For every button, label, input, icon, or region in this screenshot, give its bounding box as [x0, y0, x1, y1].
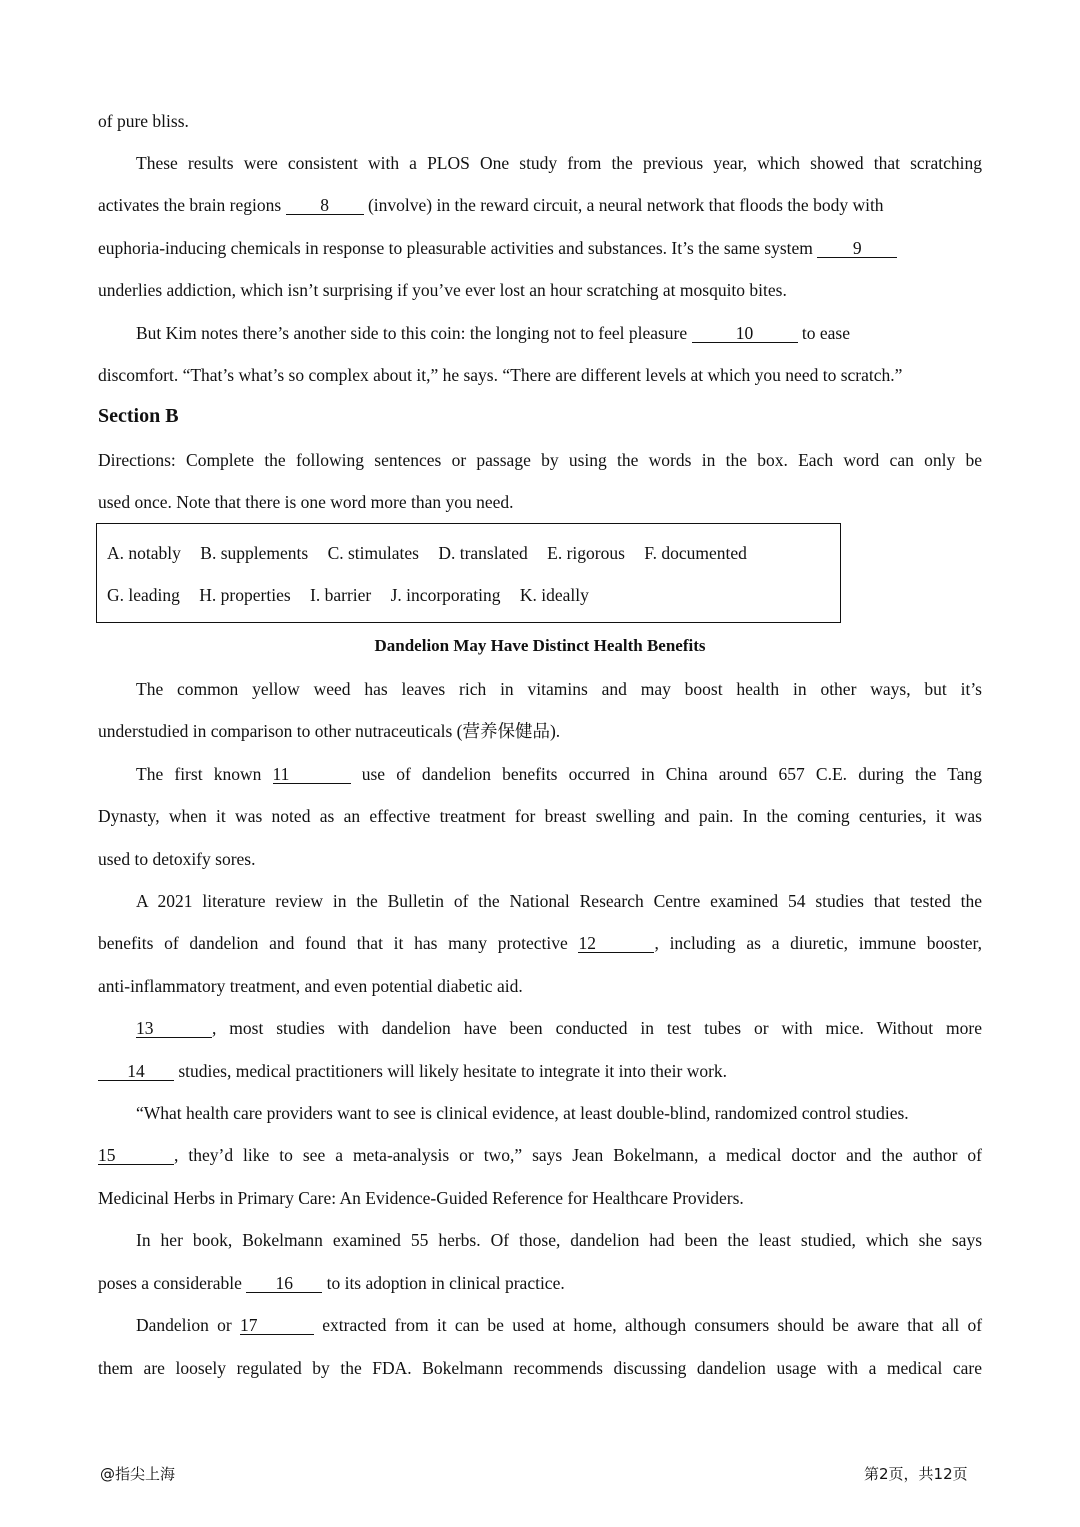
text-line: them are loosely regulated by the FDA. Bokelmann recommends discussing dandelion usage with a medical care: [98, 1358, 982, 1378]
section-heading: Section B: [98, 405, 179, 427]
passage-title: Dandelion May Have Distinct Health Benefits: [374, 636, 706, 655]
answer-blank-14[interactable]: 14: [98, 1062, 174, 1081]
page-number: 第2页，共12页: [864, 1465, 968, 1483]
answer-blank-13[interactable]: 13: [136, 1019, 212, 1038]
text-line: But Kim notes there’s another side to this coin: the longing not to feel pleasure 10 to ease: [136, 323, 850, 343]
word-option: H. properties: [199, 585, 291, 605]
directions-text: used once. Note that there is one word more than you need.: [98, 492, 514, 512]
text-line: used to detoxify sores.: [98, 849, 256, 869]
word-option: B. supplements: [200, 543, 309, 563]
text-line: Dandelion or 17 extracted from it can be used at home, although consumers should be aware that all of: [136, 1315, 983, 1335]
word-option: J. incorporating: [390, 585, 501, 605]
word-box-row: [107, 543, 762, 564]
text-line: Medicinal Herbs in Primary Care: An Evidence-Guided Reference for Healthcare Providers.: [98, 1188, 744, 1208]
word-box-row: [107, 585, 604, 606]
text-line: poses a considerable 16 to its adoption in clinical practice.: [98, 1273, 565, 1293]
text-line: Dynasty, when it was noted as an effective treatment for breast swelling and pain. In the coming centuries, it was: [98, 806, 982, 826]
word-option: D. translated: [438, 543, 528, 563]
word-option: E. rigorous: [547, 543, 625, 563]
word-option: I. barrier: [310, 585, 372, 605]
answer-blank-17[interactable]: 17: [240, 1316, 314, 1335]
text-line: euphoria-inducing chemicals in response to pleasurable activities and substances. It’s the same system 9: [98, 237, 897, 259]
footer-source: @指尖上海: [100, 1465, 176, 1483]
answer-blank-12[interactable]: 12: [578, 934, 654, 953]
text-line: activates the brain regions 8 (involve) in the reward circuit, a neural network that floods the body with: [98, 195, 884, 215]
answer-blank-16[interactable]: 16: [246, 1274, 322, 1293]
directions-text: Directions: Complete the following sentences or passage by using the words in the box. Each word can only be: [98, 450, 982, 470]
word-option: G. leading: [107, 585, 180, 605]
text-line: discomfort. “That’s what’s so complex about it,” he says. “There are different levels at which you need to scratch.”: [98, 365, 903, 385]
text-line: “What health care providers want to see is clinical evidence, at least double-blind, randomized control studies.: [136, 1103, 909, 1123]
answer-blank-15[interactable]: 15: [98, 1146, 174, 1165]
word-option: K. ideally: [519, 585, 589, 605]
text-line: 15 , they’d like to see a meta-analysis or two,” says Jean Bokelmann, a medical doctor and the author of: [98, 1145, 982, 1165]
text-line: 13 , most studies with dandelion have been conducted in test tubes or with mice. Without more: [136, 1018, 982, 1038]
text-line: A 2021 literature review in the Bulletin of the National Research Centre examined 54 studies that tested the: [136, 891, 982, 911]
text-line: The common yellow weed has leaves rich in vitamins and may boost health in other ways, but it’s: [136, 679, 982, 699]
word-option: A. notably: [107, 543, 181, 563]
answer-blank-11[interactable]: 11: [273, 765, 351, 784]
word-option: C. stimulates: [327, 543, 419, 563]
word-box: [96, 523, 841, 623]
answer-blank-8[interactable]: 8: [286, 196, 364, 215]
text-line: These results were consistent with a PLOS One study from the previous year, which showed that scratching: [136, 153, 982, 173]
answer-blank-10[interactable]: 10: [692, 324, 798, 343]
answer-blank-9[interactable]: 9: [817, 239, 897, 258]
text-line: The first known 11 use of dandelion benefits occurred in China around 657 C.E. during the Tang: [136, 764, 983, 784]
text-line: understudied in comparison to other nutraceuticals (营养保健品).: [98, 721, 561, 741]
text-line: underlies addiction, which isn’t surprising if you’ve ever lost an hour scratching at mosquito bites.: [98, 280, 787, 300]
text-line: 14 studies, medical practitioners will likely hesitate to integrate it into their work.: [98, 1060, 727, 1082]
text-line: of pure bliss.: [98, 111, 189, 131]
text-line: benefits of dandelion and found that it has many protective 12 , including as a diuretic, immune booster,: [98, 933, 983, 953]
text-line: anti-inflammatory treatment, and even potential diabetic aid.: [98, 976, 523, 996]
word-option: F. documented: [644, 543, 747, 563]
text-line: In her book, Bokelmann examined 55 herbs. Of those, dandelion had been the least studied, which she says: [136, 1230, 982, 1250]
